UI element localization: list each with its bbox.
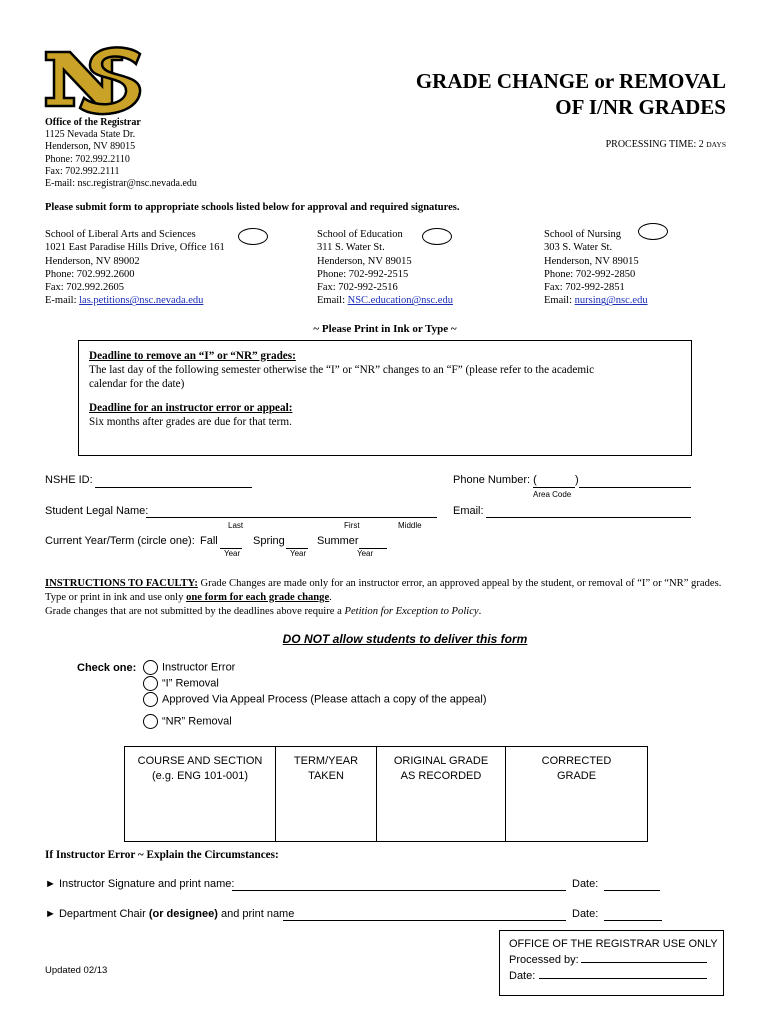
school-email-row — [544, 294, 648, 307]
print-note: ~ Please Print in Ink or Type ~ — [313, 323, 457, 335]
chair-date-label: Date: — [572, 908, 599, 920]
school-fax: Fax: 702-992-2851 — [544, 282, 625, 294]
form-title — [416, 68, 726, 120]
school-nursing — [544, 228, 648, 308]
school-las — [45, 228, 225, 308]
header-line-2: TAKEN — [308, 770, 344, 782]
chair-label-bold: (or designee) — [148, 908, 218, 920]
option-i-removal[interactable] — [143, 676, 487, 692]
school-address-2: Henderson, NV 89015 — [544, 255, 639, 267]
school-education-select-oval[interactable] — [422, 228, 452, 245]
instructor-signature-row — [45, 878, 234, 890]
option-label: Approved Via Appeal Process (Please attach a copy of the appeal) — [162, 693, 487, 706]
email-input[interactable] — [486, 517, 691, 518]
phone-close-paren: ) — [575, 474, 579, 486]
instructions-text-3: Grade changes that are not submitted by the deadlines above require a — [45, 605, 345, 617]
nshe-id-label: NSHE ID: — [45, 474, 93, 486]
deadline-text-incomplete: The last day of the following semester otherwise the “I” or “NR” changes to an “F” (please refer to the academic calendar for the date) — [89, 364, 595, 390]
option-label: “I” Removal — [162, 677, 219, 690]
chair-label-suffix: and print name — [217, 908, 295, 920]
email-label: Email: — [453, 505, 484, 517]
school-email-link[interactable]: las.petitions@nsc.nevada.edu — [79, 295, 204, 307]
office-date-input[interactable] — [539, 978, 707, 979]
school-email-label: Email: — [317, 295, 345, 307]
col-course-section[interactable] — [125, 747, 276, 841]
last-name-caption: Last — [228, 521, 244, 530]
instructor-date-input[interactable] — [604, 890, 660, 891]
school-email-label: Email: — [544, 295, 572, 307]
term-spring-option[interactable]: Spring — [253, 535, 285, 547]
term-fall-option[interactable]: Fall — [200, 535, 218, 547]
registrar-fax: Fax: 702.992.2111 — [45, 165, 120, 177]
school-address-1: 1021 East Paradise Hills Drive, Office 161 — [45, 242, 225, 254]
registrar-email: E-mail: nsc.registrar@nsc.nevada.edu — [45, 178, 197, 190]
radio-circle[interactable] — [143, 676, 158, 691]
phone-area-code-input[interactable] — [533, 487, 575, 488]
check-one-label: Check one: — [77, 662, 137, 674]
middle-name-caption: Middle — [398, 521, 422, 530]
chair-label-prefix: Department Chair — [58, 908, 149, 920]
col-term-year[interactable] — [276, 747, 377, 841]
nsc-logo — [40, 40, 145, 118]
option-label: Instructor Error — [162, 661, 236, 674]
title-line-1: GRADE CHANGE or REMOVAL — [415, 69, 726, 93]
registrar-use-title: OFFICE OF THE REGISTRAR USE ONLY — [509, 938, 718, 950]
col-original-grade[interactable] — [377, 747, 506, 841]
school-email-label: E-mail: — [45, 295, 77, 307]
summer-year-caption: Year — [357, 549, 374, 558]
chair-signature-row — [45, 908, 294, 920]
school-name: School of Education — [317, 229, 403, 240]
submit-note: Please submit form to appropriate schools listed below for approval and required signatures. — [45, 202, 460, 213]
office-date-row — [509, 968, 723, 984]
processing-time-label: PROCESSING TIME: 2 — [605, 139, 704, 150]
explain-heading: If Instructor Error ~ Explain the Circumstances: — [45, 849, 279, 861]
first-name-caption: First — [344, 521, 360, 530]
school-phone: Phone: 702-992-2850 — [544, 268, 636, 280]
area-code-caption: Area Code — [533, 490, 572, 499]
fall-year-caption: Year — [224, 549, 241, 558]
title-line-2: OF I/NR GRADES — [555, 95, 726, 119]
registrar-address-2: Henderson, NV 89015 — [45, 141, 136, 153]
col-corrected-grade[interactable] — [506, 747, 647, 841]
option-instructor-error[interactable] — [143, 660, 487, 676]
term-summer-option[interactable]: Summer — [317, 535, 359, 547]
processing-time — [606, 139, 726, 150]
school-email-row — [317, 294, 453, 307]
chair-signature-input[interactable] — [283, 920, 566, 921]
radio-circle[interactable] — [143, 692, 158, 707]
processed-by-row — [509, 952, 723, 968]
radio-circle[interactable] — [143, 660, 158, 675]
header-line-1: ORIGINAL GRADE — [393, 755, 489, 767]
school-fax: Fax: 702.992.2605 — [45, 282, 125, 294]
school-email-link[interactable]: nursing@nsc.edu — [574, 295, 648, 307]
deadline-text-error: Six months after grades are due for that term. — [89, 416, 292, 428]
school-name: School of Liberal Arts and Sciences — [45, 229, 196, 240]
office-date-label: Date: — [509, 970, 536, 982]
check-options — [143, 660, 487, 730]
deadline-heading-error: Deadline for an instructor error or appeal: — [89, 402, 293, 414]
term-label: Current Year/Term (circle one): — [45, 535, 195, 547]
student-name-label: Student Legal Name: — [45, 505, 149, 517]
instructions-text-2: . — [329, 591, 332, 603]
arrow-right-icon: ► — [45, 878, 56, 890]
school-fax: Fax: 702-992-2516 — [317, 282, 398, 294]
header-line-1: TERM/YEAR — [293, 755, 359, 767]
deadline-heading-incomplete: Deadline to remove an “I” or “NR” grades: — [89, 350, 296, 362]
school-address-2: Henderson, NV 89002 — [45, 255, 140, 267]
option-appeal[interactable] — [143, 692, 487, 708]
registrar-name: Office of the Registrar — [45, 117, 141, 128]
instructions-text-1: Grade Changes are made only for an instructor error, an approved appeal by the student, or removal of “I” or “NR” grades. Type or print in ink and use only — [45, 578, 722, 603]
option-label: “NR” Removal — [162, 715, 232, 728]
instructions-emphasis: one form for each grade change — [186, 591, 330, 603]
header-line-1: COURSE AND SECTION — [137, 755, 263, 767]
school-las-select-oval[interactable] — [238, 228, 268, 245]
delivery-warning: DO NOT allow students to deliver this form — [282, 632, 528, 646]
nsc-logo-graphic — [40, 40, 145, 118]
instructor-date-label: Date: — [572, 878, 599, 890]
processing-time-unit: DAYS — [706, 140, 726, 149]
school-phone: Phone: 702.992.2600 — [45, 268, 135, 280]
registrar-address-1: 1125 Nevada State Dr. — [45, 129, 136, 141]
nshe-id-input[interactable] — [95, 487, 252, 488]
instructions-label: INSTRUCTIONS TO FACULTY: — [45, 578, 198, 589]
instructions-italic: Petition for Exception to Policy — [344, 605, 479, 617]
radio-circle[interactable] — [143, 714, 158, 729]
school-phone: Phone: 702-992-2515 — [317, 268, 409, 280]
header-line-2: (e.g. ENG 101-001) — [152, 770, 248, 782]
school-address-1: 311 S. Water St. — [317, 242, 385, 254]
chair-date-input[interactable] — [604, 920, 662, 921]
school-email-link[interactable]: NSC.education@nsc.edu — [347, 295, 453, 307]
faculty-instructions — [45, 577, 725, 618]
phone-label: Phone Number: ( — [453, 474, 537, 486]
registrar-phone: Phone: 702.992.2110 — [45, 153, 130, 165]
phone-number-input[interactable] — [579, 487, 691, 488]
instructions-text-4: . — [478, 605, 482, 617]
registrar-use-box — [499, 930, 724, 996]
school-address-1: 303 S. Water St. — [544, 242, 613, 254]
school-name: School of Nursing — [544, 229, 621, 240]
school-address-2: Henderson, NV 89015 — [317, 255, 412, 267]
header-line-1: CORRECTED — [541, 755, 612, 767]
student-name-input[interactable] — [146, 517, 437, 518]
header-line-2: GRADE — [556, 770, 597, 782]
grade-table — [124, 746, 648, 842]
instructor-signature-label: Instructor Signature and print name: — [58, 878, 235, 890]
school-nursing-select-oval[interactable] — [638, 223, 668, 240]
processed-by-input[interactable] — [581, 962, 707, 963]
processed-by-label: Processed by: — [509, 954, 579, 966]
instructor-signature-input[interactable] — [232, 890, 566, 891]
spring-year-caption: Year — [290, 549, 307, 558]
header-line-2: AS RECORDED — [400, 770, 482, 782]
arrow-right-icon: ► — [45, 908, 56, 920]
registrar-info — [45, 117, 197, 190]
deadline-box — [78, 340, 692, 456]
option-nr-removal[interactable] — [143, 714, 487, 730]
school-email-row — [45, 294, 225, 307]
updated-date: Updated 02/13 — [45, 965, 108, 976]
